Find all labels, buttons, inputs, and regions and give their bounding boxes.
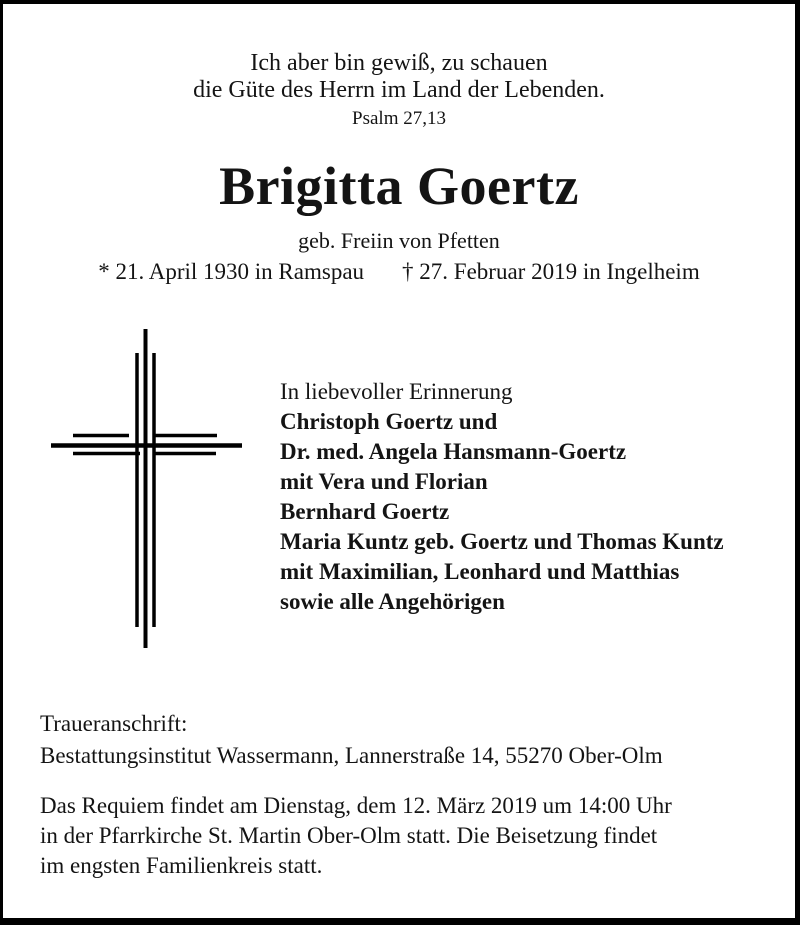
maiden-name: geb. Freiin von Pfetten bbox=[298, 228, 500, 253]
service-notice bbox=[40, 791, 672, 881]
epigraph-line-1: Ich aber bin gewiß, zu schauen bbox=[250, 50, 548, 76]
service-line-3: im engsten Familienkreis statt. bbox=[40, 853, 323, 878]
mourner-line: sowie alle Angehörigen bbox=[280, 589, 505, 614]
mourner-line: Dr. med. Angela Hansmann-Goertz bbox=[280, 439, 627, 464]
mourners-list bbox=[280, 377, 724, 617]
mourning-address-label: Traueranschrift: bbox=[40, 711, 188, 736]
mourner-line: Bernhard Goertz bbox=[280, 499, 450, 524]
mourning-address-value: Bestattungsinstitut Wassermann, Lannerstraße 14, 55270 Ober-Olm bbox=[40, 743, 663, 768]
mourner-line: Christoph Goertz und bbox=[280, 409, 498, 434]
epigraph bbox=[3, 50, 795, 130]
service-line-2: in der Pfarrkirche St. Martin Ober-Olm statt. Die Beisetzung findet bbox=[40, 823, 658, 848]
memorial-intro: In liebevoller Erinnerung bbox=[280, 379, 513, 404]
life-dates bbox=[3, 258, 795, 286]
mourner-line: mit Maximilian, Leonhard und Matthias bbox=[280, 559, 680, 584]
service-line-1: Das Requiem findet am Dienstag, dem 12. März 2019 um 14:00 Uhr bbox=[40, 793, 672, 818]
deceased-name: Brigitta Goertz bbox=[219, 156, 579, 216]
epigraph-line-2: die Güte des Herrn im Land der Lebenden. bbox=[193, 77, 605, 103]
birth-date: * 21. April 1930 in Ramspau bbox=[98, 259, 365, 284]
mourner-line: Maria Kuntz geb. Goertz und Thomas Kuntz bbox=[280, 529, 724, 554]
cross-icon bbox=[50, 328, 242, 650]
death-date: † 27. Februar 2019 in Ingelheim bbox=[402, 259, 700, 284]
epigraph-source: Psalm 27,13 bbox=[352, 108, 446, 129]
mourner-line: mit Vera und Florian bbox=[280, 469, 488, 494]
